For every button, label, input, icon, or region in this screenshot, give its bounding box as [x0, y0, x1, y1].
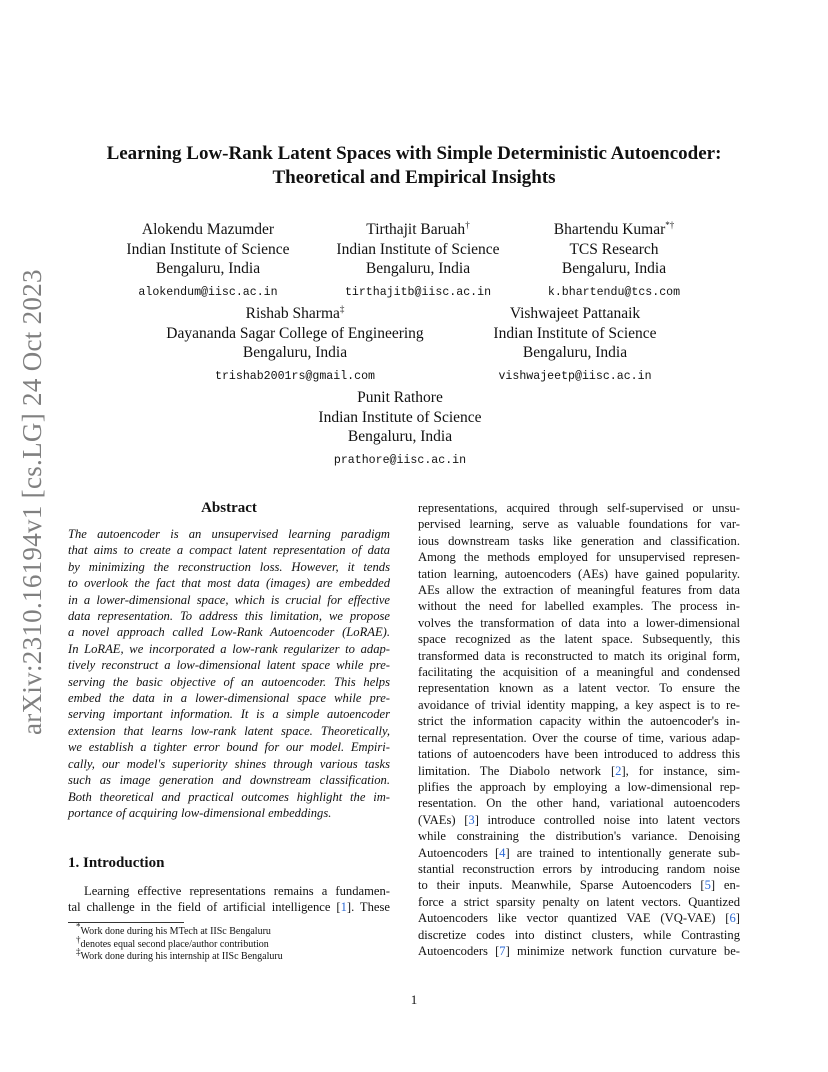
footnote-mark: *: [76, 921, 81, 932]
citation-link[interactable]: 3: [468, 812, 475, 827]
paragraph-line: [418, 533, 740, 549]
author-name: Bhartendu Kumar*†: [553, 219, 675, 238]
author-affiliation: Indian Institute of Science: [318, 408, 482, 426]
author-location: Bengaluru, India: [365, 260, 471, 277]
citation-link[interactable]: 1: [340, 900, 347, 915]
title-line-2: Theoretical and Empirical Insights: [272, 167, 556, 188]
paragraph-line: [418, 910, 740, 926]
intro-line: [68, 899, 390, 915]
paragraph-line: [418, 795, 740, 811]
text-run: representations, acquired through self-supervised or unsu-: [418, 501, 740, 515]
text-run: limitation. The Diabolo network [: [418, 763, 616, 778]
introduction-continued: [418, 500, 740, 959]
text-run: pervised learning, serve as valuable foundations for var-: [418, 517, 740, 532]
paragraph-line: [418, 927, 740, 943]
footnote: [68, 946, 390, 964]
abstract-line: serving important information. It is a simple autoencoder: [68, 707, 390, 722]
abstract-line: extension that learns low-rank latent space. Theoretically,: [68, 723, 390, 738]
author-block: [300, 388, 500, 470]
author-email[interactable]: alokendum@iisc.ac.in: [138, 285, 278, 299]
paragraph-line: [418, 697, 740, 713]
text-run: (VAEs) [: [418, 812, 469, 827]
abstract-heading: Abstract: [201, 500, 257, 516]
paragraph-line: [418, 566, 740, 582]
text-run: ] minimize network function curvature be-: [505, 943, 740, 958]
author-block: [460, 304, 690, 386]
text-run: plifies the approach by employing a low-dimensional rep-: [418, 779, 740, 794]
abstract-line: we establish a tighter error bound for our model. Empiri-: [68, 740, 390, 755]
author-name: Punit Rathore: [357, 389, 443, 406]
footnote-text: denotes equal second place/author contribution: [80, 938, 269, 950]
text-run: Learning effective representations remains a fundamen-: [84, 884, 390, 898]
author-affiliation: Dayananda Sagar College of Engineering: [166, 324, 424, 342]
abstract-line: Both theoretical and practical outcomes highlight the im-: [68, 789, 390, 804]
text-run: without the need for labelled examples. The process in-: [418, 599, 740, 614]
text-run: ]. These: [346, 900, 390, 915]
citation-link[interactable]: 2: [615, 763, 622, 778]
footnote-mark: ‡: [76, 946, 81, 957]
citation-link[interactable]: 4: [499, 845, 506, 860]
paragraph-line: [418, 680, 740, 696]
author-block: [150, 304, 440, 386]
text-run: tal challenge in the field of artificial intelligence [: [68, 900, 341, 915]
paragraph-line: [418, 516, 740, 532]
author-location: Bengaluru, India: [155, 260, 261, 277]
author-email[interactable]: trishab2001rs@gmail.com: [214, 369, 376, 383]
intro-line: [68, 883, 390, 899]
footnote: [68, 921, 390, 939]
paragraph-line: [418, 549, 740, 565]
footnote-text: Work done during his MTech at IISc Bengaluru: [80, 926, 271, 937]
abstract-line: to overlook the fact that most data (images) are embedded: [68, 576, 390, 591]
author-location: Bengaluru, India: [522, 344, 628, 361]
footnote-rule: [68, 922, 184, 923]
paragraph-line: [418, 812, 740, 828]
abstract-line: such as image generation and downstream classification.: [68, 773, 390, 788]
author-name: Tirthajit Baruah†: [366, 219, 470, 238]
author-block: [108, 220, 308, 302]
abstract-line: The autoencoder is an unsupervised learning paradigm: [68, 527, 390, 541]
paragraph-line: [418, 615, 740, 631]
title-line-1: Learning Low-Rank Latent Spaces with Simple Deterministic Autoencoder:: [106, 143, 722, 164]
text-run: transformed data is reconstructed to match its original form,: [418, 648, 740, 663]
abstract-line: a novel approach called Low-Rank Autoencoder (LoRAE).: [68, 625, 390, 640]
author-email[interactable]: prathore@iisc.ac.in: [333, 453, 467, 467]
abstract-line: serving the basic objective of an autoencoder. This helps: [68, 674, 390, 689]
text-run: Autoencoders [: [418, 845, 500, 860]
text-run: space recognized as the latent space. Subsequently, this: [418, 632, 740, 647]
abstract-line: cally, our model's superiority shines through various tasks: [68, 756, 390, 771]
text-run: ] introduce controlled noise into latent vectors: [474, 812, 740, 827]
paragraph-line: [418, 861, 740, 877]
citation-link[interactable]: 5: [704, 878, 711, 893]
text-run: volves the transformation of data into a lower-dimensional: [418, 615, 740, 630]
paper-title: [70, 142, 758, 190]
text-run: force a strict sparsity penalty on latent vectors. Quantized: [418, 894, 740, 909]
author-name: Rishab Sharma‡: [245, 303, 345, 322]
abstract-line: by minimizing the reconstruction loss. However, it tends: [68, 559, 390, 574]
paragraph-line: [418, 877, 740, 893]
text-run: discretize codes into distinct clusters, while Contrasting: [418, 927, 740, 942]
paragraph-line: [418, 648, 740, 664]
text-run: ] are trained to intentionally generate sub-: [505, 845, 740, 860]
text-run: Autoencoders [: [418, 943, 500, 958]
text-run: tation learning, autoencoders (AEs) have gained popularity.: [418, 566, 740, 581]
author-email[interactable]: k.bhartendu@tcs.com: [547, 285, 681, 299]
arxiv-side-stamp: arXiv:2310.16194v1 [cs.LG] 24 Oct 2023: [17, 269, 47, 735]
paragraph-line: [418, 500, 740, 516]
text-run: ] en-: [710, 878, 740, 893]
author-affiliation: TCS Research: [569, 240, 659, 258]
paragraph-line: [418, 763, 740, 779]
section-heading: 1. Introduction: [68, 855, 165, 871]
text-run: AEs allow the extraction of meaningful features from data: [418, 583, 740, 598]
footnote: [68, 934, 390, 952]
paragraph-line: [418, 746, 740, 762]
author-name: Alokendu Mazumder: [141, 221, 275, 238]
paragraph-line: [418, 730, 740, 746]
author-name: Vishwajeet Pattanaik: [509, 305, 641, 322]
text-run: ], for instance, sim-: [621, 763, 740, 778]
text-run: Autoencoders like vector quantized VAE (VQ-VAE) [: [418, 911, 730, 926]
abstract-line: portance of acquiring low-dimensional embeddings.: [68, 805, 332, 820]
footnote-text: Work done during his internship at IISc Bengaluru: [80, 951, 283, 963]
paragraph-line: [418, 631, 740, 647]
paragraph-line: [418, 828, 740, 844]
author-location: Bengaluru, India: [347, 428, 453, 445]
abstract-line: embed the data in a lower-dimensional space while pre-: [68, 691, 390, 706]
footnote-mark: †: [76, 934, 81, 945]
text-run: stantial reconstruction errors by introducing random noise: [418, 861, 740, 876]
paragraph-line: [418, 845, 740, 861]
text-run: ]: [735, 911, 740, 926]
text-run: Among the methods employed for unsupervised represen-: [418, 550, 740, 565]
author-email[interactable]: tirthajitb@iisc.ac.in: [344, 285, 492, 299]
abstract-body: [68, 526, 390, 821]
paragraph-line: [418, 598, 740, 614]
paragraph-line: [418, 713, 740, 729]
author-block: [318, 220, 518, 302]
page-number: 1: [410, 992, 418, 1007]
author-block: [508, 220, 720, 302]
paragraph-line: [418, 894, 740, 910]
text-run: to their inputs. Meanwhile, Sparse Autoencoders [: [418, 878, 705, 893]
author-email[interactable]: vishwajeetp@iisc.ac.in: [498, 369, 652, 383]
text-run: ious downstream tasks like generation and classification.: [418, 533, 740, 548]
abstract-line: in a lower-dimensional space, which is crucial for effective: [68, 592, 390, 607]
citation-link[interactable]: 6: [729, 911, 736, 926]
abstract-line: In LoRAE, we incorporated a low-rank regularizer to adap-: [68, 641, 390, 656]
author-affiliation: Indian Institute of Science: [336, 240, 500, 258]
abstract-line: tively reconstruct a low-dimensional latent space while pre-: [68, 658, 390, 673]
author-location: Bengaluru, India: [561, 260, 667, 277]
paragraph-line: [418, 943, 740, 959]
text-run: strict the information capacity within the autoencoder's in-: [418, 714, 740, 729]
text-run: representation known as a latent vector. To ensure the: [418, 681, 740, 696]
introduction-body: [68, 883, 390, 916]
footnotes: [68, 921, 390, 964]
paragraph-line: [418, 779, 740, 795]
author-location: Bengaluru, India: [242, 344, 348, 361]
text-run: avoidance of trivial identity mapping, a key aspect is to re-: [418, 697, 740, 712]
text-run: while constraining the distribution's variance. Denoising: [418, 829, 740, 844]
author-affiliation: Indian Institute of Science: [126, 240, 290, 258]
paragraph-line: [418, 664, 740, 680]
abstract-line: that aims to create a compact latent representation of data: [68, 543, 390, 558]
author-affiliation: Indian Institute of Science: [493, 324, 657, 342]
text-run: ternal representation. Over the course of time, various adap-: [418, 730, 740, 745]
text-run: tations of autoencoders have been introduced to address this: [418, 747, 740, 762]
text-run: facilitating the acquisition of a meaningful and condensed: [418, 665, 740, 680]
paragraph-line: [418, 582, 740, 598]
citation-link[interactable]: 7: [499, 943, 506, 958]
text-run: resentation. On the other hand, variational autoencoders: [418, 796, 740, 811]
abstract-line: data representation. To address this limitation, we propose: [68, 609, 390, 624]
